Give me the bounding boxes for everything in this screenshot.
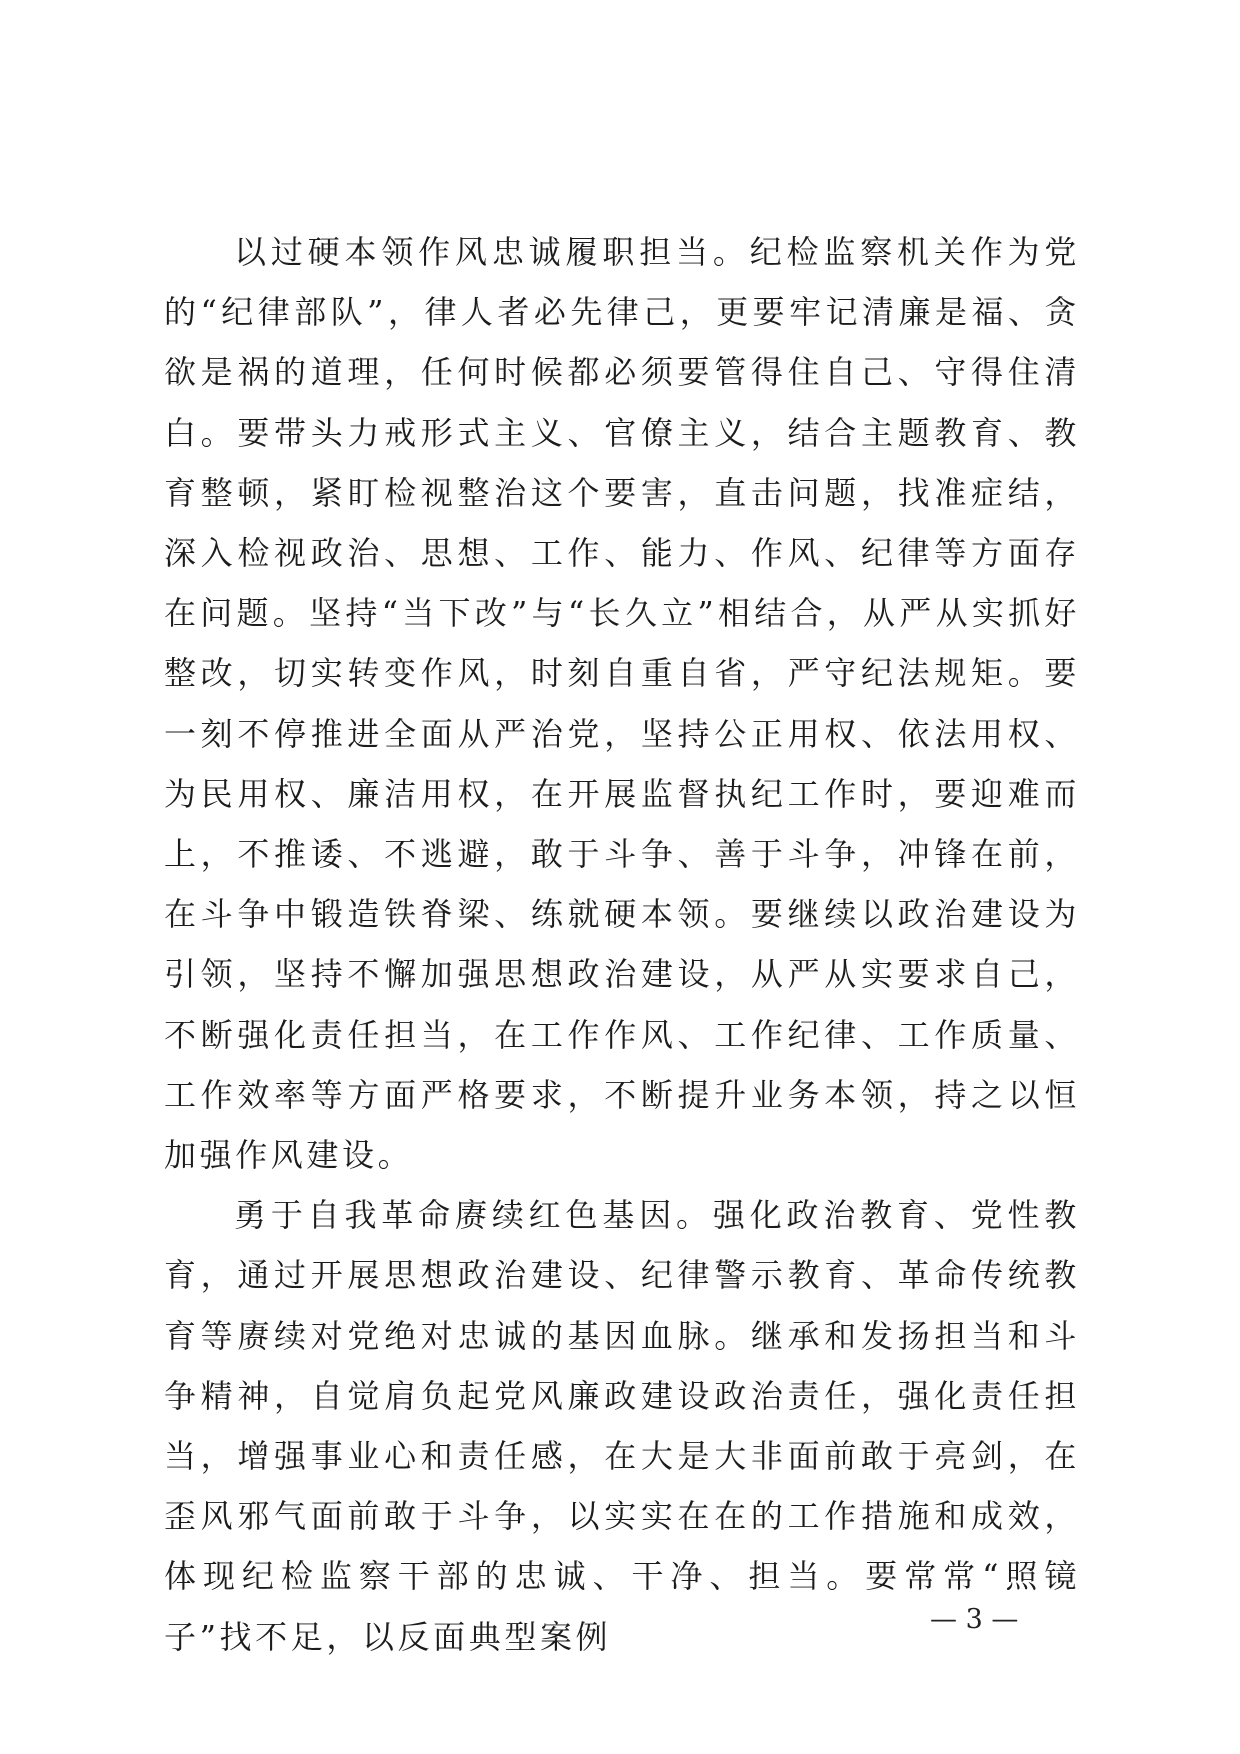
document-body (164, 222, 1080, 1667)
paragraph-1: 以过硬本领作风忠诚履职担当。纪检监察机关作为党的“纪律部队”，律人者必先律己，更要牢记清廉是福、贪欲是祸的道理，任何时候都必须要管得住自己、守得住清白。要带头力戒形式主义、官僚主义，结合主题教育、教育整顿，紧盯检视整治这个要害，直击问题，找准症结，深入检视政治、思想、工作、能力、作风、纪律等方面存在问题。坚持“当下改”与“长久立”相结合，从严从实抓好整改，切实转变作风，时刻自重自省，严守纪法规矩。要一刻不停推进全面从严治党，坚持公正用权、依法用权、为民用权、廉洁用权，在开展监督执纪工作时，要迎难而上，不推诿、不逃避，敢于斗争、善于斗争，冲锋在前，在斗争中锻造铁脊梁、练就硬本领。要继续以政治建设为引领，坚持不懈加强思想政治建设，从严从实要求自己，不断强化责任担当，在工作作风、工作纪律、工作质量、工作效率等方面严格要求，不断提升业务本领，持之以恒加强作风建设。 (164, 233, 1080, 1175)
page-number: — 3 — (930, 1604, 1019, 1635)
paragraph-2: 勇于自我革命赓续红色基因。强化政治教育、党性教育，通过开展思想政治建设、纪律警示教育、革命传统教育等赓续对党绝对忠诚的基因血脉。继承和发扬担当和斗争精神，自觉肩负起党风廉政建设政治责任，强化责任担当，增强事业心和责任感，在大是大非面前敢于亮剑，在歪风邪气面前敢于斗争，以实实在在的工作措施和成效，体现纪检监察干部的忠诚、干净、担当。要常常“照镜子”找不足，以反面典型案例 (164, 1196, 1080, 1656)
